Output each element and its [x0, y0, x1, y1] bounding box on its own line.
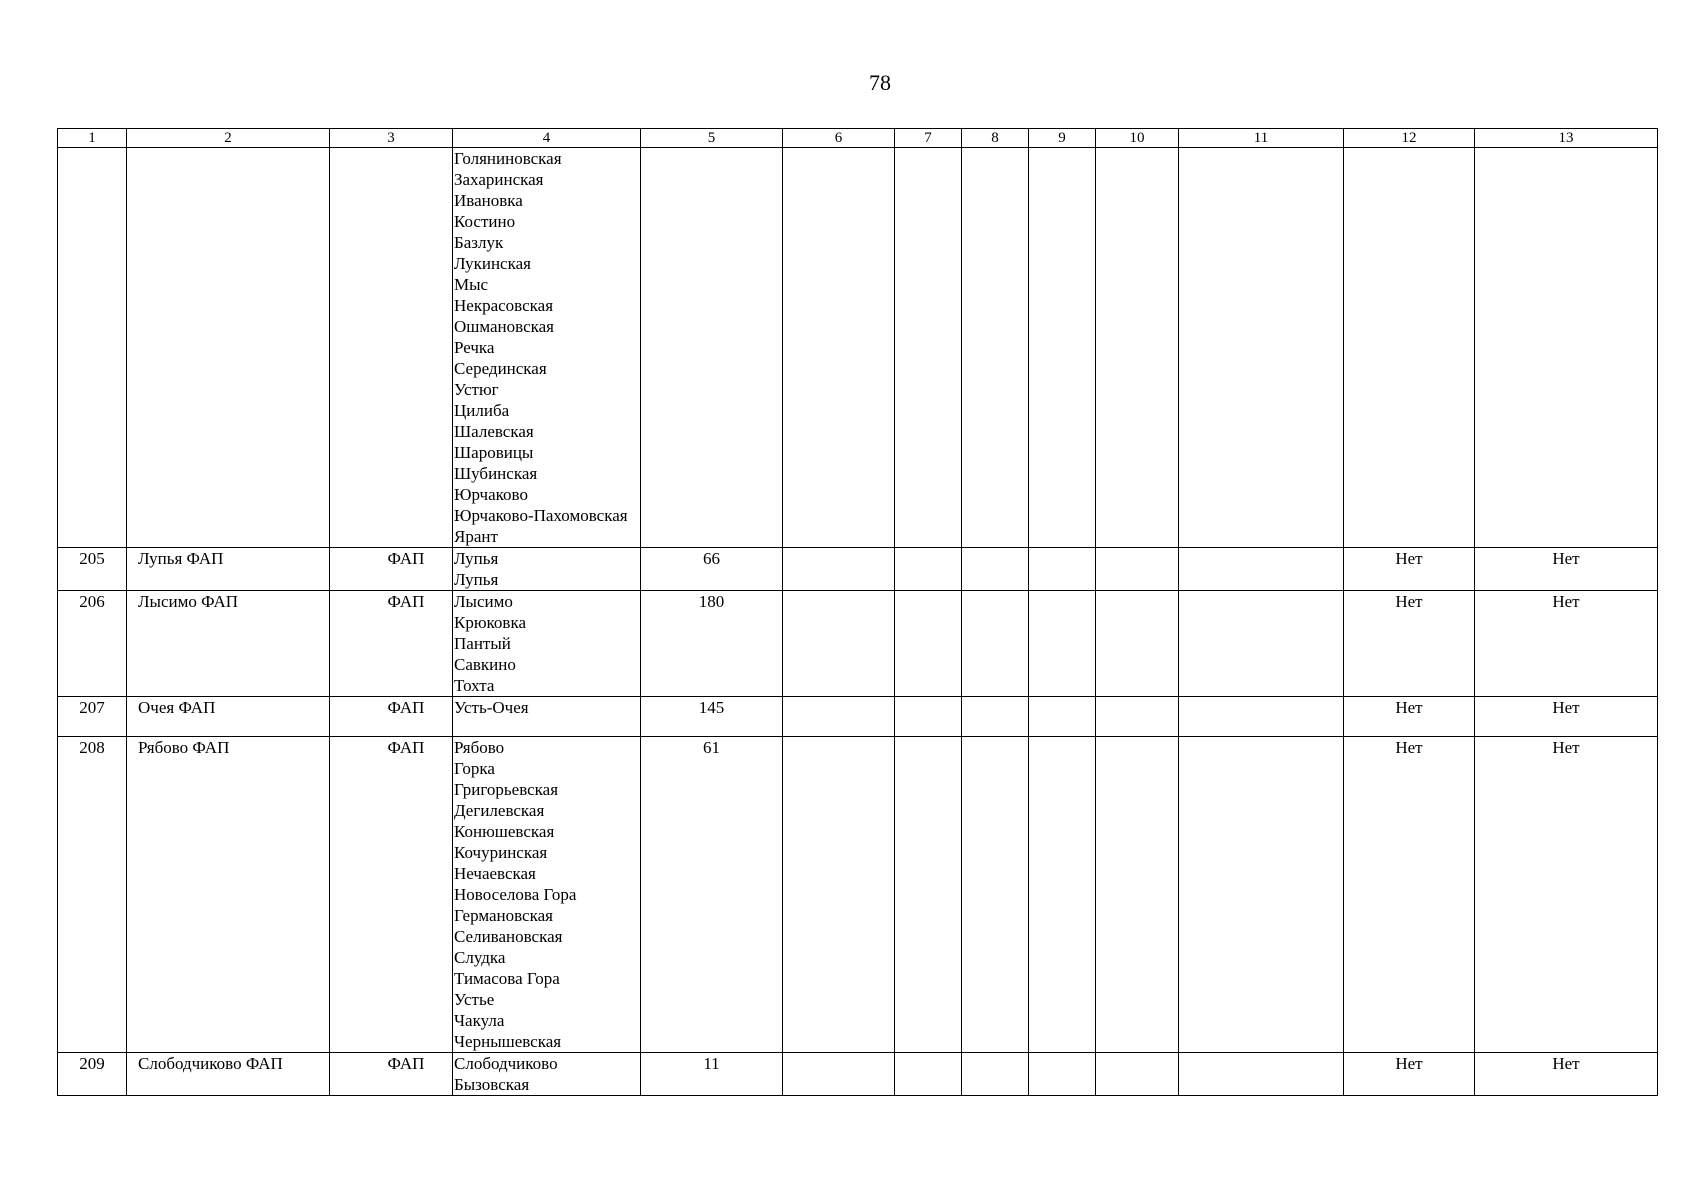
- table-row: [58, 1053, 1658, 1096]
- locality-name: Лупья: [454, 549, 499, 568]
- column-header: 12: [1344, 129, 1475, 148]
- col-13-cell: Нет: [1475, 697, 1658, 737]
- col-7-cell: [895, 591, 962, 697]
- col-6-cell: [783, 548, 895, 591]
- locality-name: Слудка: [454, 948, 506, 967]
- localities-cell: [453, 591, 641, 697]
- locality-name: Германовская: [454, 906, 553, 925]
- column-header: 11: [1179, 129, 1344, 148]
- col-13-cell: [1475, 148, 1658, 548]
- locality-name: Нечаевская: [454, 864, 536, 883]
- facility-name-cell: Слободчиково ФАП: [127, 1053, 330, 1096]
- locality-name: Ошмановская: [454, 317, 554, 336]
- col-11-cell: [1179, 548, 1344, 591]
- column-header: 7: [895, 129, 962, 148]
- column-header: 9: [1029, 129, 1096, 148]
- locality-name: Бызовская: [454, 1075, 530, 1094]
- column-header: 8: [962, 129, 1029, 148]
- column-header: 13: [1475, 129, 1658, 148]
- locality-name: Тохта: [454, 676, 495, 695]
- facility-type-cell: ФАП: [330, 548, 453, 591]
- facility-type-cell: ФАП: [330, 591, 453, 697]
- locality-name: Шубинская: [454, 464, 538, 483]
- locality-name: Новоселова Гора: [454, 885, 577, 904]
- col-10-cell: [1096, 591, 1179, 697]
- locality-name: Слободчиково: [454, 1054, 558, 1073]
- col-7-cell: [895, 148, 962, 548]
- col-9-cell: [1029, 737, 1096, 1053]
- table-row: [58, 591, 1658, 697]
- column-header: 2: [127, 129, 330, 148]
- col-13-cell: Нет: [1475, 591, 1658, 697]
- col-9-cell: [1029, 548, 1096, 591]
- col-13-cell: Нет: [1475, 1053, 1658, 1096]
- facility-type-cell: ФАП: [330, 1053, 453, 1096]
- locality-name: Дегилевская: [454, 801, 545, 820]
- locality-name: Речка: [454, 338, 495, 357]
- locality-name: Лукинская: [454, 254, 531, 273]
- locality-name: Григорьевская: [454, 780, 559, 799]
- col-6-cell: [783, 737, 895, 1053]
- column-header: 3: [330, 129, 453, 148]
- localities-cell: [453, 548, 641, 591]
- column-header: 6: [783, 129, 895, 148]
- facility-name-cell: [127, 148, 330, 548]
- col-13-cell: Нет: [1475, 548, 1658, 591]
- table-body: [58, 148, 1658, 1096]
- locality-name: Устюг: [454, 380, 499, 399]
- row-number-cell: [58, 148, 127, 548]
- population-cell: 180: [641, 591, 783, 697]
- locality-name: Шаровицы: [454, 443, 534, 462]
- locality-name: Конюшевская: [454, 822, 555, 841]
- col-9-cell: [1029, 697, 1096, 737]
- locality-name: Шалевская: [454, 422, 534, 441]
- col-7-cell: [895, 1053, 962, 1096]
- col-7-cell: [895, 697, 962, 737]
- population-cell: 66: [641, 548, 783, 591]
- locality-name: Некрасовская: [454, 296, 554, 315]
- locality-name: Голяниновская: [454, 149, 562, 168]
- col-6-cell: [783, 697, 895, 737]
- column-header: 4: [453, 129, 641, 148]
- col-6-cell: [783, 148, 895, 548]
- col-6-cell: [783, 591, 895, 697]
- col-8-cell: [962, 548, 1029, 591]
- column-header: 5: [641, 129, 783, 148]
- locality-name: Лупья: [454, 570, 499, 589]
- locality-name: Юрчаково-Пахомовская: [454, 506, 628, 525]
- facility-name-cell: Лупья ФАП: [127, 548, 330, 591]
- col-12-cell: Нет: [1344, 737, 1475, 1053]
- locality-name: Ивановка: [454, 191, 523, 210]
- row-number-cell: 206: [58, 591, 127, 697]
- localities-cell: [453, 737, 641, 1053]
- facility-name-cell: Рябово ФАП: [127, 737, 330, 1053]
- col-11-cell: [1179, 1053, 1344, 1096]
- col-11-cell: [1179, 697, 1344, 737]
- col-8-cell: [962, 591, 1029, 697]
- locality-name: Селивановская: [454, 927, 563, 946]
- col-12-cell: Нет: [1344, 591, 1475, 697]
- col-12-cell: Нет: [1344, 548, 1475, 591]
- localities-cell: [453, 148, 641, 548]
- locality-name: Базлук: [454, 233, 504, 252]
- column-header: 10: [1096, 129, 1179, 148]
- col-9-cell: [1029, 148, 1096, 548]
- col-11-cell: [1179, 591, 1344, 697]
- locality-name: Юрчаково: [454, 485, 528, 504]
- locality-name: Кочуринская: [454, 843, 548, 862]
- col-10-cell: [1096, 1053, 1179, 1096]
- facility-name-cell: Очея ФАП: [127, 697, 330, 737]
- table-row: [58, 737, 1658, 1053]
- facility-type-cell: [330, 148, 453, 548]
- locality-name: Крюковка: [454, 613, 527, 632]
- col-8-cell: [962, 737, 1029, 1053]
- col-11-cell: [1179, 737, 1344, 1053]
- locality-name: Тимасова Гора: [454, 969, 560, 988]
- localities-cell: [453, 1053, 641, 1096]
- col-6-cell: [783, 1053, 895, 1096]
- locality-name: Захаринская: [454, 170, 544, 189]
- population-cell: 61: [641, 737, 783, 1053]
- locality-name: Костино: [454, 212, 516, 231]
- page-number: 78: [869, 70, 891, 95]
- locality-name: Савкино: [454, 655, 516, 674]
- col-12-cell: [1344, 148, 1475, 548]
- row-number-cell: 207: [58, 697, 127, 737]
- locality-name: Серединская: [454, 359, 547, 378]
- facilities-table: [57, 128, 1658, 1096]
- locality-name: Устье: [454, 990, 495, 1009]
- col-11-cell: [1179, 148, 1344, 548]
- locality-name: Чакула: [454, 1011, 505, 1030]
- col-12-cell: Нет: [1344, 1053, 1475, 1096]
- localities-cell: [453, 697, 641, 737]
- locality-name: Мыс: [454, 275, 489, 294]
- col-7-cell: [895, 548, 962, 591]
- locality-name: Рябово: [454, 738, 505, 757]
- table-row: [58, 148, 1658, 548]
- col-9-cell: [1029, 1053, 1096, 1096]
- population-cell: 145: [641, 697, 783, 737]
- col-8-cell: [962, 1053, 1029, 1096]
- population-cell: [641, 148, 783, 548]
- column-number-header-row: [58, 129, 1658, 148]
- facility-type-cell: ФАП: [330, 697, 453, 737]
- locality-name: Ярант: [454, 527, 498, 546]
- locality-name: Горка: [454, 759, 495, 778]
- locality-name: Усть-Очея: [454, 698, 529, 717]
- col-10-cell: [1096, 148, 1179, 548]
- col-7-cell: [895, 737, 962, 1053]
- column-header: 1: [58, 129, 127, 148]
- row-number-cell: 209: [58, 1053, 127, 1096]
- col-12-cell: Нет: [1344, 697, 1475, 737]
- facility-type-cell: ФАП: [330, 737, 453, 1053]
- row-number-cell: 205: [58, 548, 127, 591]
- table-row: [58, 697, 1658, 737]
- col-8-cell: [962, 697, 1029, 737]
- locality-name: Чернышевская: [454, 1032, 562, 1051]
- row-number-cell: 208: [58, 737, 127, 1053]
- col-13-cell: Нет: [1475, 737, 1658, 1053]
- col-10-cell: [1096, 737, 1179, 1053]
- col-8-cell: [962, 148, 1029, 548]
- col-9-cell: [1029, 591, 1096, 697]
- col-10-cell: [1096, 548, 1179, 591]
- locality-name: Цилиба: [454, 401, 510, 420]
- population-cell: 11: [641, 1053, 783, 1096]
- col-10-cell: [1096, 697, 1179, 737]
- facility-name-cell: Лысимо ФАП: [127, 591, 330, 697]
- table-row: [58, 548, 1658, 591]
- locality-name: Пантый: [454, 634, 511, 653]
- locality-name: Лысимо: [454, 592, 513, 611]
